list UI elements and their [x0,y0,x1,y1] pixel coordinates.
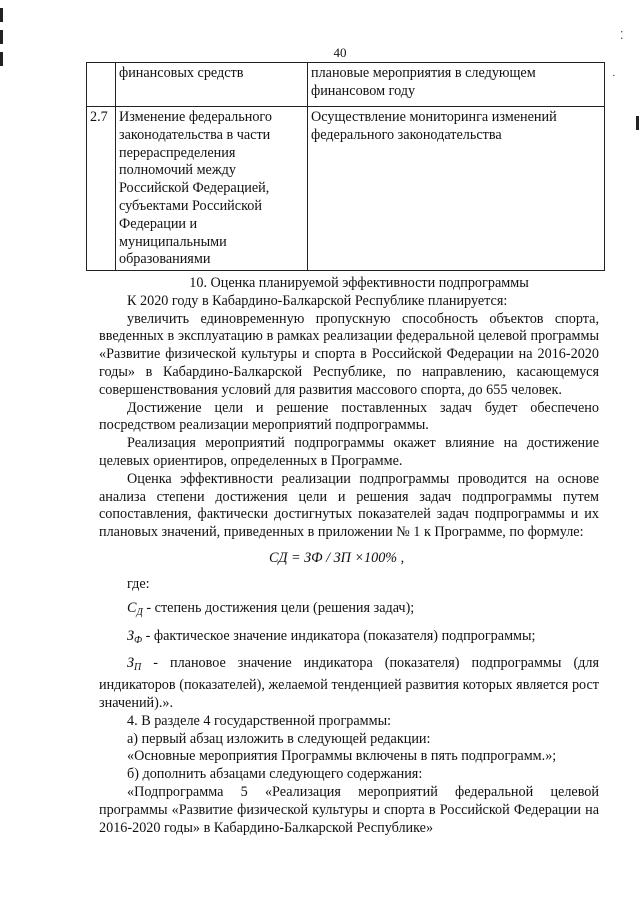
table-row [87,63,605,107]
definition-subscript: Ф [134,634,143,646]
definition-text: - плановое значение индикатора (показателя) подпрограммы (для индикаторов (показателей), желаемой тенденцией развития которых является рост значений).». [99,655,599,711]
page-number: 40 [333,45,347,60]
scan-margin-mark [0,30,3,44]
scan-speck: ⁚ [620,30,624,42]
definition-symbol: С [127,599,137,616]
definition-text: - фактическое значение индикатора (показателя) подпрограммы; [142,627,536,644]
paragraph: б) дополнить абзацами следующего содержания: [127,766,423,783]
paragraph: Оценка эффективности реализации подпрограммы проводится на основе анализа степени достижения цели и решения задач подпрограммы путем сопоставления, фактически достигнутых показателей задач подпрограммы и их плановых значений, приведенных в приложении № 1 к Программе, по формуле: [99,470,599,541]
definition-symbol: З [127,627,135,644]
measures-table [86,62,605,271]
definitions [99,576,599,713]
paragraph: «Основные мероприятия Программы включены в пять подпрограмм.»; [127,748,557,765]
paragraph: Реализация мероприятий подпрограммы окажет влияние на достижение целевых ориентиров, определенных в Программе. [99,435,599,469]
definition [99,628,599,650]
definition [99,655,599,712]
table-cell-action: финансовых средств [116,63,308,107]
paragraph: «Подпрограмма 5 «Реализация мероприятий федеральной целевой программы «Развитие физической культуры и спорта в Российской Федерации на 2016-2020 годы» в Кабардино-Балкарской Республике» [99,783,599,836]
paragraph: К 2020 году в Кабардино-Балкарской Республике планируется: [127,292,508,309]
section-title: 10. Оценка планируемой эффективности подпрограммы [189,275,529,291]
where-label: где: [127,575,150,592]
paragraph: 4. В разделе 4 государственной программы: [127,712,392,729]
table-cell-number: 2.7 [87,107,116,271]
formula [99,542,599,576]
formula-text: СД = ЗФ / ЗП ×100% , [269,549,405,566]
document-body [99,275,599,837]
paragraph: увеличить единовременную пропускную способность объектов спорта, введенных в эксплуатацию в рамках реализации федеральной целевой программы «Развитие физической культуры и спорта в Российской Федерации на 2016-2020 годы» в Кабардино-Балкарской Республике, по направлению, касающемуся совершенствования условий для развития массового спорта, до 655 человек. [99,310,599,398]
table-row [87,107,605,271]
definition-text: - степень достижения цели (решения задач); [142,599,415,616]
definition-symbol: З [127,655,135,672]
table-cell-action: Изменение федерального законодательства в части перераспределения полномочий между Российской Федерацией, субъектами Российской Федерации и муниципальными образованиями [116,107,308,271]
definition [99,600,599,622]
scan-speck: · [612,70,616,82]
paragraph: Достижение цели и решение поставленных задач будет обеспечено посредством реализации мероприятий подпрограммы. [99,399,599,434]
table-cell-result: Осуществление мониторинга изменений федерального законодательства [308,107,605,271]
definition-subscript: П [134,662,142,674]
table-cell-number [87,63,116,107]
paragraph: а) первый абзац изложить в следующей редакции: [127,730,431,747]
scan-margin-mark [0,8,3,22]
scan-margin-mark [636,116,639,130]
definition-subscript: Д [136,606,143,618]
table-cell-result: плановые мероприятия в следующем финансовом году [308,63,605,107]
